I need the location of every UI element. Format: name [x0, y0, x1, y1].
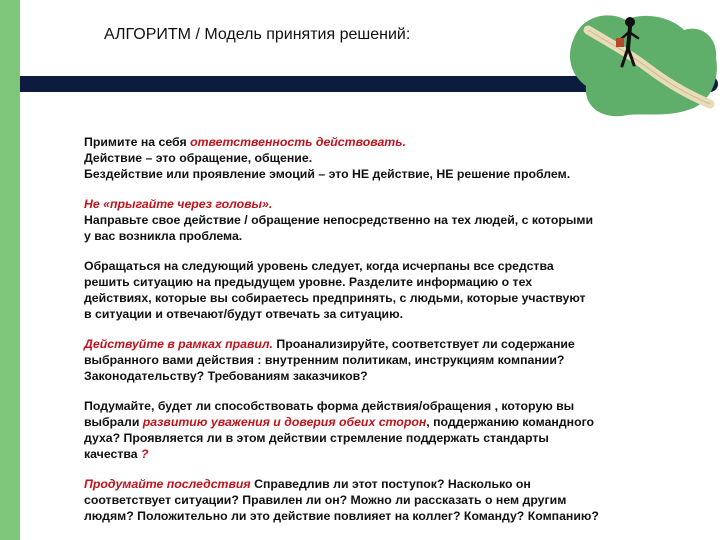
person-on-map-illustration: [560, 8, 720, 118]
text-line: духа? Проявляется ли в этом действии стремление поддержать стандарты: [84, 431, 549, 445]
text-line: Законодательству? Требованиям заказчиков?: [84, 369, 368, 383]
text-line: Примите на себя ответственность действовать.: [84, 135, 406, 149]
text-line: Подумайте, будет ли способствовать форма действия/обращения , которую вы: [84, 399, 575, 413]
text-line: действиях, которые вы собираетесь предпринять, с людьми, которые участвуют: [84, 291, 586, 305]
text-line: людям? Положительно ли это действие повлияет на коллег? Команду? Компанию?: [84, 509, 599, 523]
left-accent-bar: [0, 0, 20, 540]
text-line: Не «прыгайте через головы».: [84, 197, 273, 211]
paragraph-responsibility: [84, 134, 684, 182]
text-line: качества ?: [84, 447, 149, 461]
slide-body: [84, 134, 684, 538]
text-line: Действие – это обращение, общение.: [84, 151, 313, 165]
paragraph-rules: [84, 336, 684, 384]
text-line: Действуйте в рамках правил. Проанализируйте, соответствует ли содержание: [84, 337, 575, 351]
slide-title: АЛГОРИТМ / Модель принятия решений:: [104, 26, 411, 43]
paragraph-trust: [84, 398, 684, 462]
text-line: выбрали развитию уважения и доверия обеих сторон, поддержанию командного: [84, 415, 595, 429]
text-line: Направьте свое действие / обращение непосредственно на тех людей, с которыми: [84, 213, 594, 227]
paragraph-escalation: [84, 258, 684, 322]
text-line: Продумайте последствия Справедлив ли этот поступок? Насколько он: [84, 477, 531, 491]
text-line: соответствует ситуации? Правилен ли он? Можно ли рассказать о нем другим: [84, 493, 567, 507]
text-line: решить ситуацию на предыдущем уровне. Разделите информацию о тех: [84, 275, 533, 289]
text-line: в ситуации и отвечают/будут отвечать за ситуацию.: [84, 307, 404, 321]
text-line: Обращаться на следующий уровень следует, когда исчерпаны все средства: [84, 259, 554, 273]
paragraph-direct-contact: [84, 196, 684, 244]
text-line: Бездействие или проявление эмоций – это НЕ действие, НЕ решение проблем.: [84, 167, 571, 181]
paragraph-consequences: [84, 476, 684, 524]
text-line: выбранного вами действия : внутренним политикам, инструкциям компании?: [84, 353, 565, 367]
text-line: у вас возникла проблема.: [84, 229, 243, 243]
